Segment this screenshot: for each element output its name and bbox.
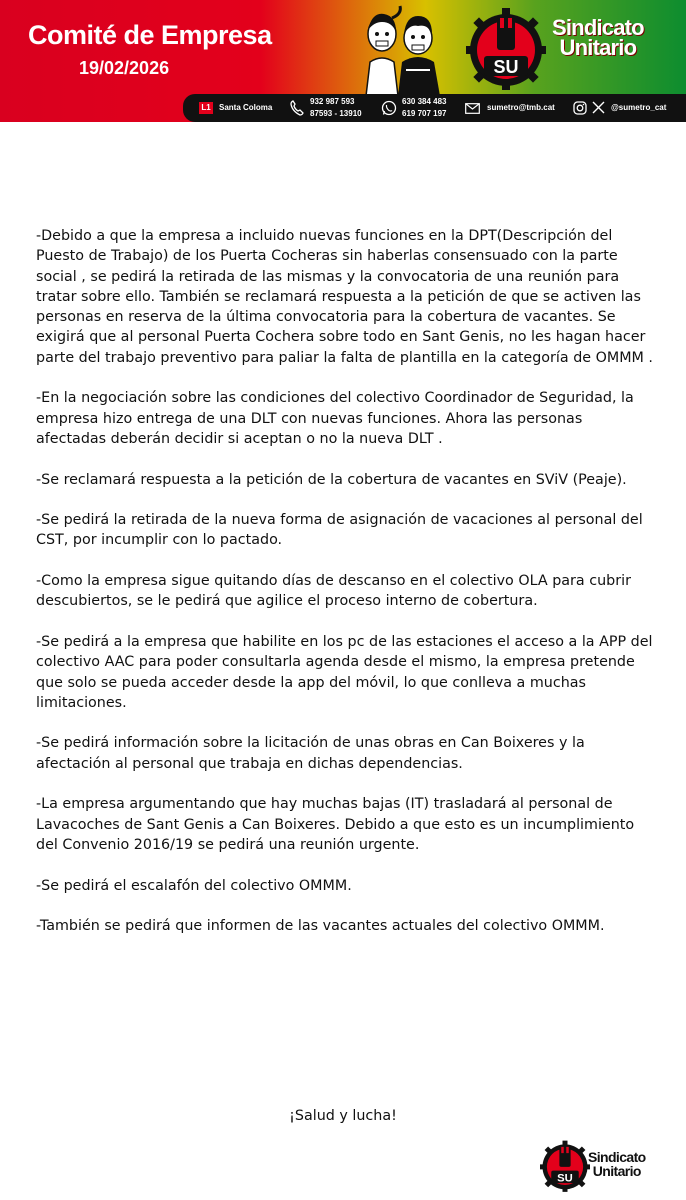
fist-icon xyxy=(559,1146,570,1167)
brand-name-footer xyxy=(588,1150,646,1178)
cartoon-workers-illustration xyxy=(352,4,452,96)
document-body xyxy=(36,226,656,957)
header-banner xyxy=(0,0,686,122)
whatsapp-icon xyxy=(381,100,397,116)
brand-line2: Unitario xyxy=(559,35,637,60)
fist-icon xyxy=(497,16,515,50)
station-name: Santa Coloma xyxy=(219,103,273,112)
brand-footer-line1: Sindicato xyxy=(588,1149,646,1165)
paragraph-ola: -Como la empresa sigue quitando días de descanso en el colectivo OLA para cubrir descubiertos, se le pedirá que agilice el proceso interno de cobertura. xyxy=(36,573,631,610)
paragraph-vacantes: -También se pedirá que informen de las vacantes actuales del colectivo OMMM. xyxy=(36,918,605,935)
paragraph-escalafon: -Se pedirá el escalafón del colectivo OMMM. xyxy=(36,877,352,894)
phone-icon xyxy=(290,100,304,116)
contact-bar xyxy=(183,94,686,122)
logo-text-footer: SU xyxy=(557,1172,573,1185)
su-logo xyxy=(466,4,546,90)
x-icon[interactable] xyxy=(592,101,605,114)
paragraph-can-boixeres: -Se pedirá información sobre la licitación de unas obras en Can Boixeres y la afectación al personal que trabaja en dichas dependencias. xyxy=(36,735,585,772)
whatsapp-number-1[interactable]: 630 384 483 xyxy=(402,97,447,106)
brand-line1: Sindicato xyxy=(552,15,644,40)
instagram-icon[interactable] xyxy=(573,101,587,115)
brand-footer-line2: Unitario xyxy=(592,1163,641,1179)
paragraph-coordinador-seguridad: -En la negociación sobre las condiciones del colectivo Coordinador de Seguridad, la empresa hizo entrega de una DLT con nuevas funciones. Ahora las personas afectadas deberán decidir si aceptan o no la nueva DLT . xyxy=(36,390,634,447)
su-logo-footer xyxy=(540,1138,590,1192)
phone-number-1[interactable]: 932 987 593 xyxy=(310,97,355,106)
header-title: Comité de Empresa xyxy=(28,20,272,50)
paragraph-aac: -Se pedirá a la empresa que habilite en los pc de las estaciones el acceso a la APP del colectivo AAC para poder consultarla agenda desde el mismo, la empresa pretende que solo se pueda acceder desde la app del móvil, lo que conlleva a muchas limitaciones. xyxy=(36,633,653,711)
phone-number-2[interactable]: 87593 - 13910 xyxy=(310,109,362,118)
paragraph-cst: -Se pedirá la retirada de la nueva forma de asignación de vacaciones al personal del CST, por incumplir con lo pactado. xyxy=(36,512,643,549)
whatsapp-number-2[interactable]: 619 707 197 xyxy=(402,109,447,118)
logo-text: SU xyxy=(493,57,519,77)
metro-line-badge: L1 xyxy=(199,102,213,114)
paragraph-sviv: -Se reclamará respuesta a la petición de la cobertura de vacantes en SViV (Peaje). xyxy=(36,471,627,488)
brand-name xyxy=(552,15,644,60)
paragraph-lavacoches: -La empresa argumentando que hay muchas bajas (IT) trasladará al personal de Lavacoches de Sant Genis a Can Boixeres. Debido a que esto es un incumplimiento del Convenio 2016/19 se pedirá una reunión urgente. xyxy=(36,796,635,853)
mail-icon xyxy=(465,103,480,114)
closing-salutation: ¡Salud y lucha! xyxy=(289,1108,397,1124)
paragraph-dpt: -Debido a que la empresa a incluido nuevas funciones en la DPT(Descripción del Puesto de Trabajo) de los Puerta Cocheras sin haberlas consensuado con la parte social , se pedirá la retirada de las mismas y la convocatoria de una reunión para tratar sobre ello. También se reclamará respuesta a la petición de que se activen las personas en reserva de la última convocatoria para la cobertura de vacantes. Se exigirá que al personal Puerta Cochera sobre todo en Sant Genis, no les hagan hacer parte del trabajo preventivo para paliar la falta de plantilla en la categoría de OMMM . xyxy=(36,228,653,366)
header-date: 19/02/2026 xyxy=(79,58,170,78)
social-handle[interactable]: @sumetro_cat xyxy=(611,103,667,112)
email-link[interactable]: sumetro@tmb.cat xyxy=(487,103,555,112)
